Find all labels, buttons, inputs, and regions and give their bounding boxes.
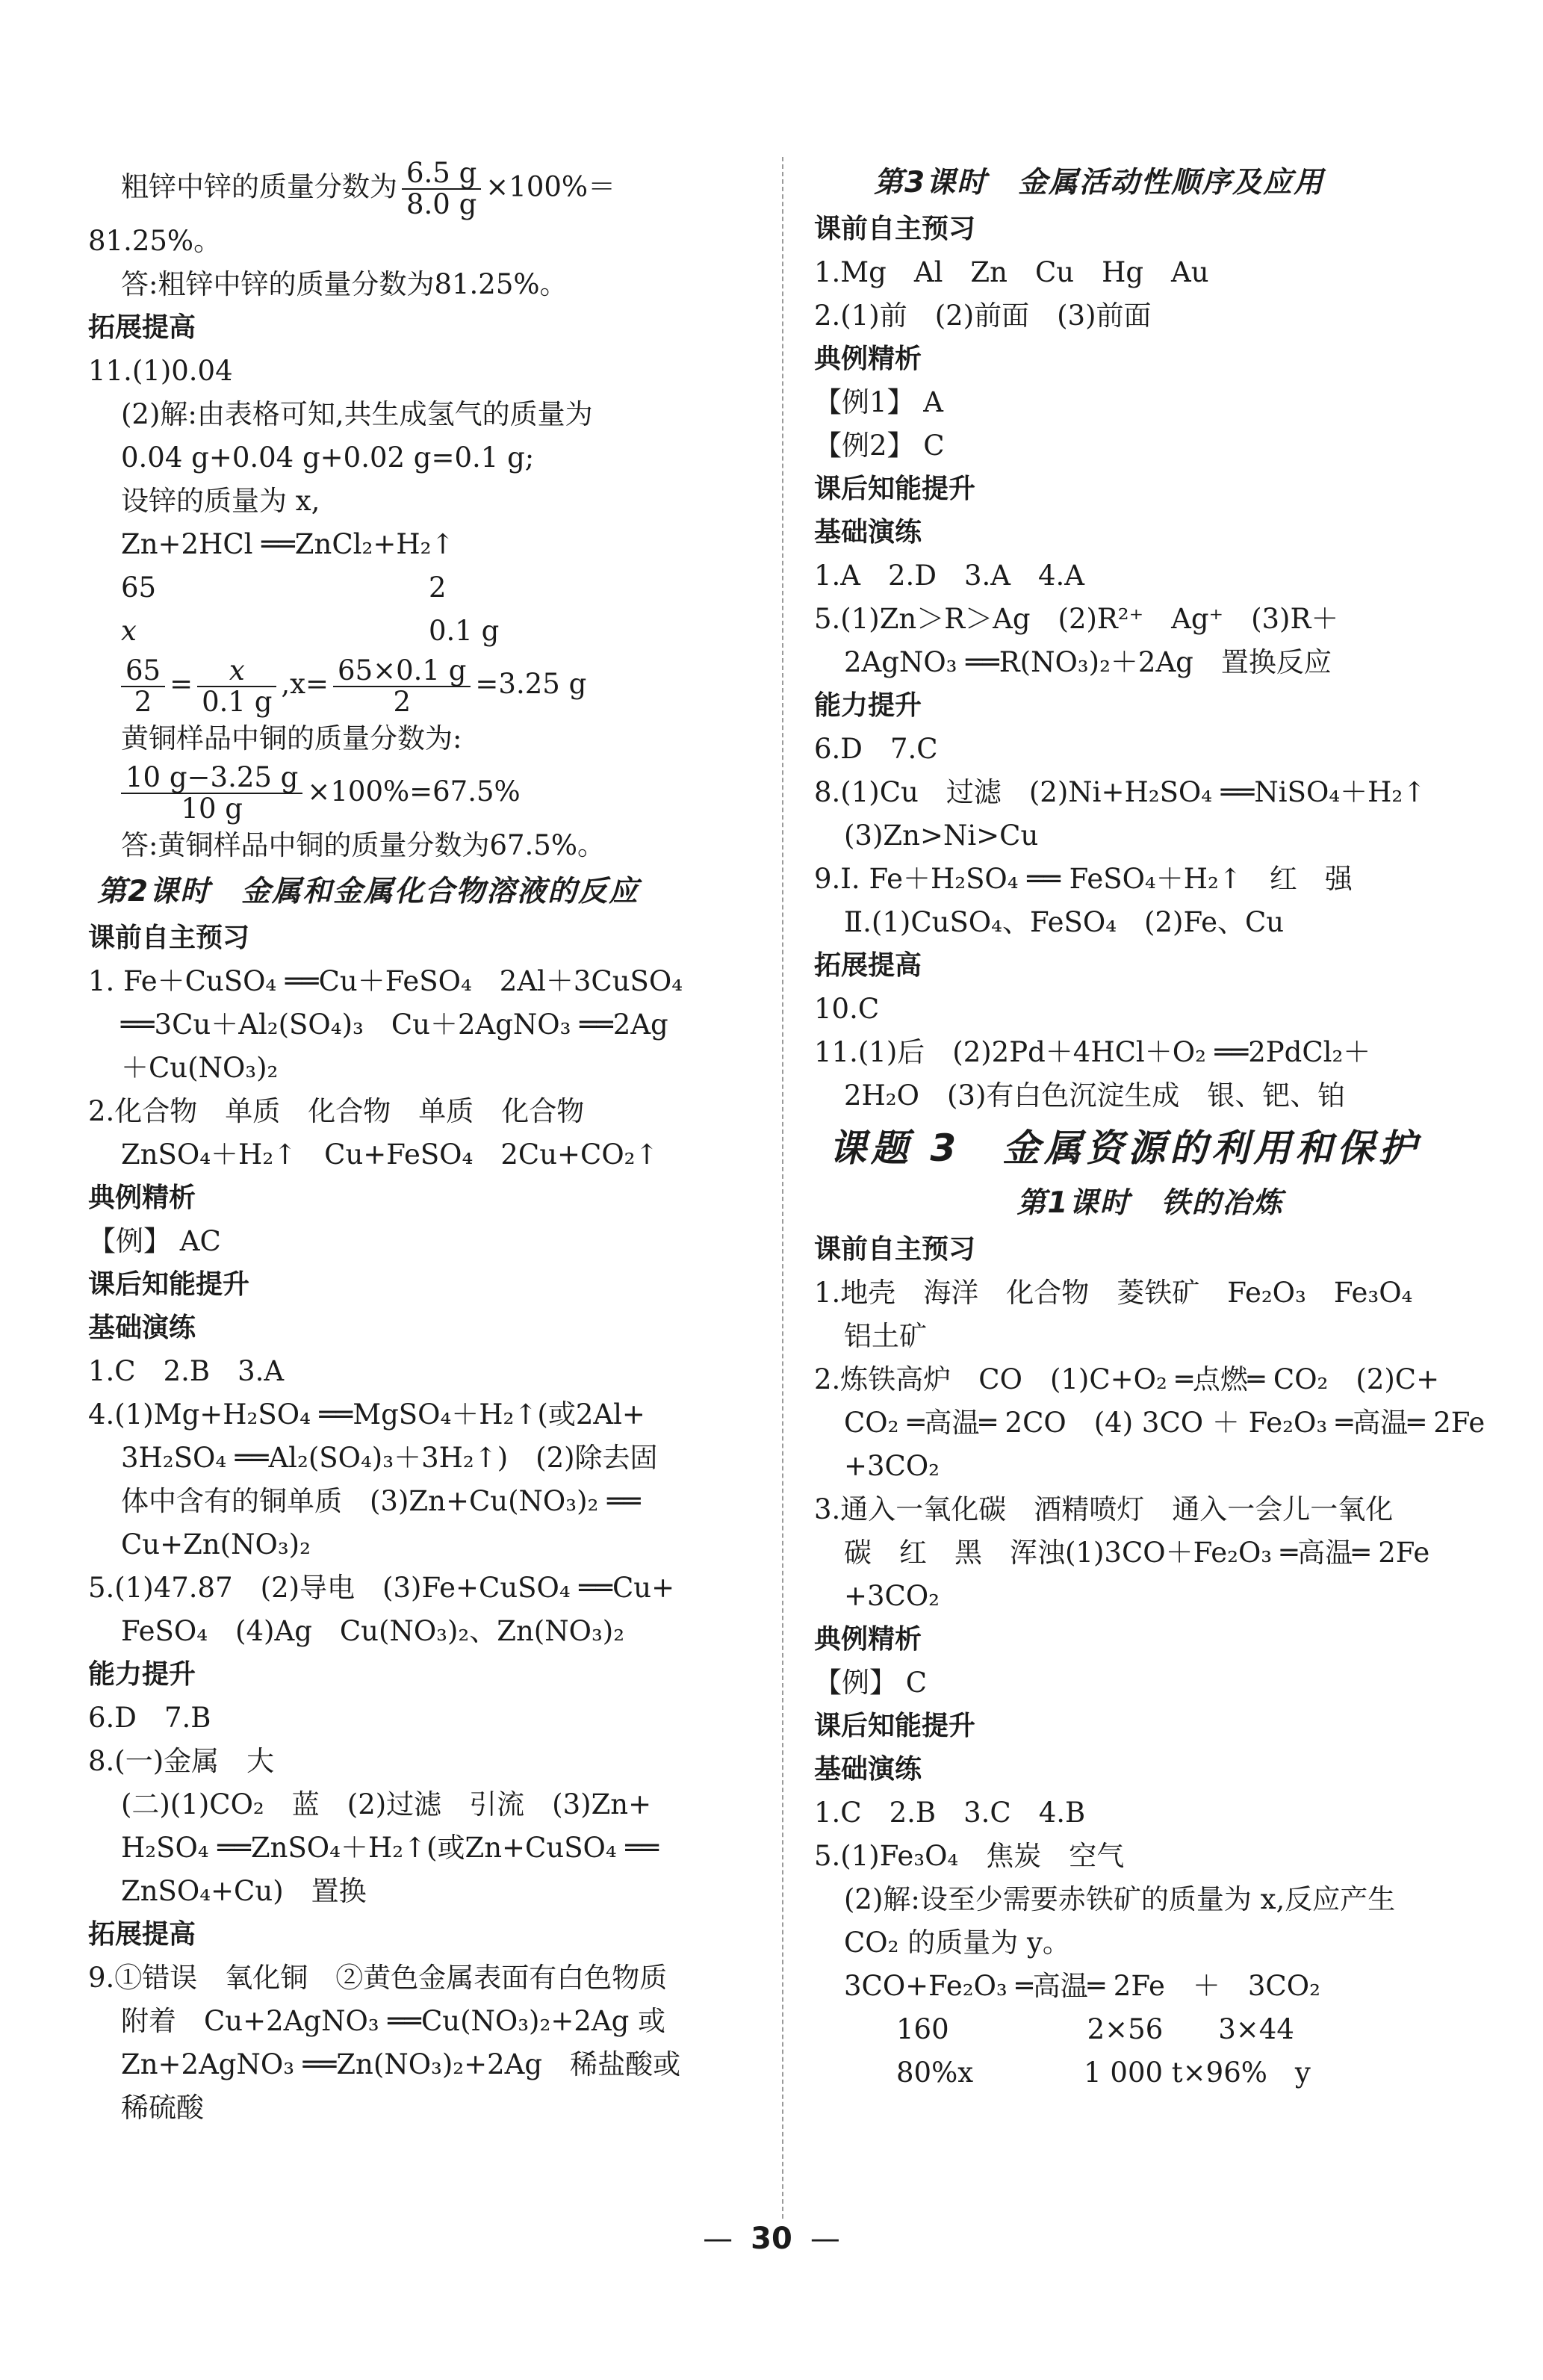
column-divider xyxy=(782,157,783,2219)
section-heading: 拓展提高 xyxy=(88,312,196,343)
section-heading: 课前自主预习 xyxy=(814,214,976,244)
equation-line: 11.(1)后 (2)2Pd＋4HCl＋O₂ ══2PdCl₂＋ xyxy=(814,1036,1371,1068)
equation-line: 5.(1)47.87 (2)导电 (3)Fe+CuSO₄ ══Cu+ xyxy=(88,1572,675,1604)
equation-line: H₂SO₄ ══ZnSO₄＋H₂↑(或Zn+CuSO₄ ══ xyxy=(121,1832,659,1864)
equation-line: ＋Cu(NO₃)₂ xyxy=(121,1052,279,1084)
section-heading: 课后知能提升 xyxy=(814,474,976,504)
dash-right: — xyxy=(810,2222,840,2256)
section-heading: 典例精析 xyxy=(88,1183,196,1213)
answer-line: 8.(一)金属 大 xyxy=(88,1745,275,1777)
equation-line: 3H₂SO₄ ══Al₂(SO₄)₃＋3H₂↑) (2)除去固 xyxy=(121,1442,658,1474)
text-line: 答:黄铜样品中铜的质量分数为67.5%。 xyxy=(121,829,606,861)
text-line: 0.04 g+0.04 g+0.02 g=0.1 g; xyxy=(121,441,535,474)
numerator: 65×0.1 g xyxy=(333,656,471,687)
answer-line: 2.(1)前 (2)前面 (3)前面 xyxy=(814,300,1152,332)
denominator: 10 g xyxy=(181,793,243,825)
text: x xyxy=(121,615,137,647)
text-line: CO₂ 的质量为 y。 xyxy=(844,1927,1070,1959)
text: 0.1 g xyxy=(429,615,500,647)
denominator: 8.0 g xyxy=(406,188,477,220)
text-line: 设锌的质量为 x, xyxy=(121,485,320,517)
equation-line: 2.炼铁高炉 CO (1)C+O₂ ═点燃═ CO₂ (2)C+ xyxy=(814,1363,1440,1395)
text: 2 xyxy=(429,571,447,604)
text: ×100%=67.5% xyxy=(307,775,521,808)
equation-line: Zn+2AgNO₃ ══Zn(NO₃)₂+2Ag 稀盐酸或 xyxy=(121,2048,681,2080)
equation-line: Zn+2HCl ══ZnCl₂+H₂↑ xyxy=(121,528,455,560)
numerator: 65 xyxy=(121,656,165,687)
numerator: x xyxy=(197,656,276,687)
fraction xyxy=(197,656,276,717)
answer-line: 3.通入一氧化碳 酒精喷灯 通入一会儿一氧化 xyxy=(814,1493,1394,1525)
answer-line: 5.(1)Fe₃O₄ 焦炭 空气 xyxy=(814,1840,1125,1872)
answer-line: 【例】 AC xyxy=(88,1225,221,1257)
text-line: 80%x 1 000 t×96% y xyxy=(896,2057,1311,2089)
equation-line: ZnSO₄+Cu) 置换 xyxy=(121,1875,367,1907)
text-line: 答:粗锌中锌的质量分数为81.25%。 xyxy=(121,268,568,300)
page-number xyxy=(0,2217,1543,2260)
equation-line: 1. Fe＋CuSO₄ ══Cu＋FeSO₄ 2Al＋3CuSO₄ xyxy=(88,965,683,997)
section-heading: 典例精析 xyxy=(814,1624,922,1655)
text-line: 2.化合物 单质 化合物 单质 化合物 xyxy=(88,1095,585,1127)
left-column xyxy=(88,158,760,2130)
equation-line: 3CO+Fe₂O₃ ═高温═ 2Fe ＋ 3CO₂ xyxy=(844,1970,1320,2002)
equation-line: 8.(1)Cu 过滤 (2)Ni+H₂SO₄ ══NiSO₄＋H₂↑ xyxy=(814,776,1426,808)
section-heading: 课后知能提升 xyxy=(814,1711,976,1741)
equation-line: Cu+Zn(NO₃)₂ xyxy=(121,1528,311,1561)
numerator: 6.5 g xyxy=(402,158,481,190)
text: ×100%＝ xyxy=(485,170,616,203)
fraction xyxy=(402,158,481,220)
text-line: 81.25%。 xyxy=(88,225,222,257)
equation-line: FeSO₄ (4)Ag Cu(NO₃)₂、Zn(NO₃)₂ xyxy=(121,1615,625,1647)
denominator: 2 xyxy=(134,685,152,718)
equation-line: 体中含有的铜单质 (3)Zn+Cu(NO₃)₂ ══ xyxy=(121,1485,641,1517)
text: 粗锌中锌的质量分数为 xyxy=(121,170,397,203)
section-heading: 能力提升 xyxy=(88,1659,196,1690)
denominator: 0.1 g xyxy=(202,685,273,718)
answer-line: 6.D 7.B xyxy=(88,1702,211,1734)
answer-line: 1.Mg Al Zn Cu Hg Au xyxy=(814,256,1209,288)
section-heading: 基础演练 xyxy=(88,1313,196,1343)
equation-line: 9.Ⅰ. Fe＋H₂SO₄ ══ FeSO₄＋H₂↑ 红 强 xyxy=(814,863,1353,895)
answer-line: 【例1】 A xyxy=(814,386,944,418)
fraction xyxy=(121,763,302,824)
text-line: 黄铜样品中铜的质量分数为: xyxy=(121,722,462,754)
lesson-title: 第1课时 铁的冶炼 xyxy=(1016,1186,1284,1220)
lesson-title: 第2课时 金属和金属化合物溶液的反应 xyxy=(97,875,640,908)
right-column xyxy=(814,158,1486,2095)
text-line: 160 2×56 3×44 xyxy=(896,2013,1294,2045)
equation-line: 5.(1)Zn＞R＞Ag (2)R²⁺ Ag⁺ (3)R＋ xyxy=(814,603,1339,635)
section-heading: 基础演练 xyxy=(814,1754,922,1785)
section-heading: 典例精析 xyxy=(814,344,922,374)
fraction xyxy=(333,656,471,717)
text: 65 xyxy=(121,571,157,604)
formula-line xyxy=(88,760,760,825)
fraction xyxy=(121,656,165,717)
section-heading: 拓展提高 xyxy=(814,950,922,981)
text-line: 9.①错误 氧化铜 ②黄色金属表面有白色物质 xyxy=(88,1962,668,1994)
section-heading: 课前自主预习 xyxy=(814,1234,976,1265)
text-line: 11.(1)0.04 xyxy=(88,355,233,387)
equation-line: (二)(1)CO₂ 蓝 (2)过滤 引流 (3)Zn+ xyxy=(121,1788,652,1820)
denominator: 2 xyxy=(393,685,411,718)
answer-line: 1.C 2.B 3.A xyxy=(88,1355,285,1387)
section-heading: 课前自主预习 xyxy=(88,923,250,953)
equation-line: ══3Cu＋Al₂(SO₄)₃ Cu＋2AgNO₃ ══2Ag xyxy=(121,1008,668,1041)
equation-line: +3CO₂ xyxy=(844,1580,940,1612)
answer-line: 【例】 C xyxy=(814,1667,928,1699)
answer-line: 10.C xyxy=(814,993,880,1025)
dash-left: — xyxy=(703,2222,733,2256)
text: =3.25 g xyxy=(475,668,587,700)
section-heading: 基础演练 xyxy=(814,517,922,548)
numerator: 10 g−3.25 g xyxy=(121,763,302,794)
section-heading: 能力提升 xyxy=(814,690,922,721)
page-number-value: 30 xyxy=(751,2222,792,2256)
equation-line: 2AgNO₃ ══R(NO₃)₂＋2Ag 置换反应 xyxy=(844,646,1332,678)
answer-line: 【例2】 C xyxy=(814,430,945,462)
equation-line: (3)Zn>Ni>Cu xyxy=(844,819,1039,852)
equation-line: 碳 红 黑 浑浊(1)3CO＋Fe₂O₃ ═高温═ 2Fe xyxy=(844,1537,1430,1569)
equation-line: 附着 Cu+2AgNO₃ ══Cu(NO₃)₂+2Ag 或 xyxy=(121,2005,666,2037)
equation-line: CO₂ ═高温═ 2CO (4) 3CO ＋ Fe₂O₃ ═高温═ 2Fe xyxy=(844,1407,1485,1439)
equation-line: +3CO₂ xyxy=(844,1450,940,1482)
answer-line: 1.地壳 海洋 化合物 菱铁矿 Fe₂O₃ Fe₃O₄ xyxy=(814,1277,1413,1309)
equation-line: Ⅱ.(1)CuSO₄、FeSO₄ (2)Fe、Cu xyxy=(844,906,1285,938)
section-heading: 拓展提高 xyxy=(88,1919,196,1950)
equation-line: 2H₂O (3)有白色沉淀生成 银、钯、铂 xyxy=(844,1079,1346,1112)
text-line xyxy=(88,158,760,220)
text-line: (2)解:由表格可知,共生成氢气的质量为 xyxy=(121,398,593,430)
section-heading: 课后知能提升 xyxy=(88,1269,250,1300)
text-line xyxy=(88,566,760,610)
equation-line: 4.(1)Mg+H₂SO₄ ══MgSO₄＋H₂↑(或2Al+ xyxy=(88,1398,645,1431)
text-line xyxy=(88,610,760,653)
answer-line: 6.D 7.C xyxy=(814,733,938,765)
topic-title: 课题 3 金属资源的利用和保护 xyxy=(829,1127,1421,1170)
equation-line: ZnSO₄＋H₂↑ Cu+FeSO₄ 2Cu+CO₂↑ xyxy=(121,1138,659,1171)
answer-line: 1.C 2.B 3.C 4.B xyxy=(814,1797,1086,1829)
text-line: (2)解:设至少需要赤铁矿的质量为 x,反应产生 xyxy=(844,1883,1396,1915)
lesson-title: 第3课时 金属活动性顺序及应用 xyxy=(874,166,1325,199)
answer-line: 铝土矿 xyxy=(844,1320,927,1352)
formula-line: $\frac{65}{2}$ = $\frac{x}{0.1 g}$ ,x= $\frac{65\times 0.1 g}{2}$ =3.25 g xyxy=(88,653,760,717)
answer-line: 1.A 2.D 3.A 4.A xyxy=(814,560,1085,592)
text: ,x= xyxy=(281,668,329,700)
text-line: 稀硫酸 xyxy=(121,2092,204,2124)
